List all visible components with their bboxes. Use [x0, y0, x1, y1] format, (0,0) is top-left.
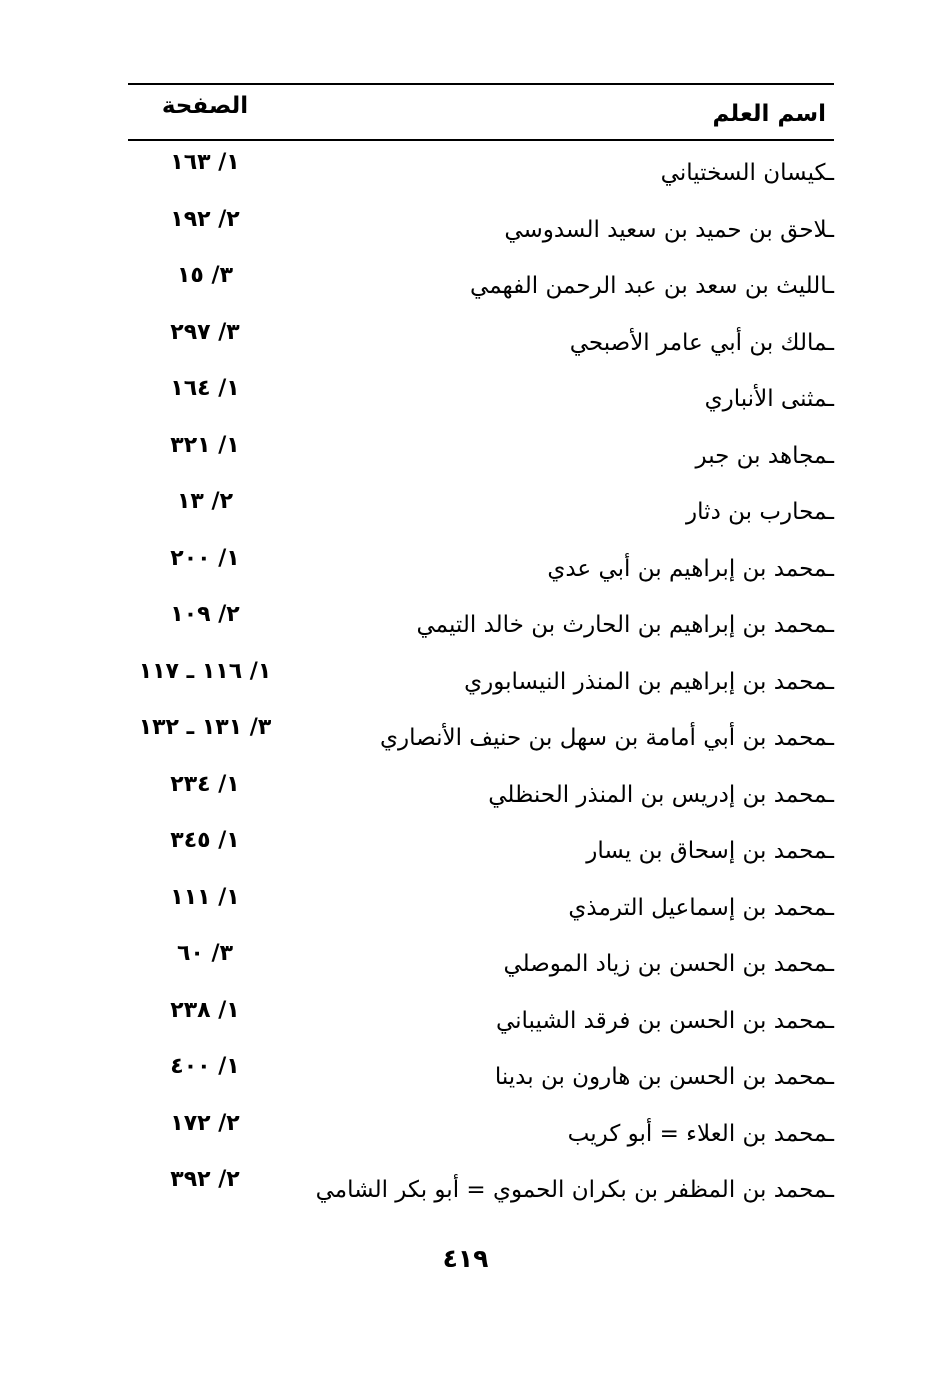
index-entry — [120, 993, 834, 1050]
entry-name: ـمجاهد بن جبر — [695, 442, 834, 469]
entry-page: ٢/ ١٧٢ — [170, 1110, 240, 1136]
index-entry — [120, 315, 834, 372]
entry-name: ـمالك بن أبي عامر الأصبحي — [569, 329, 834, 356]
entry-name: ـمحمد بن المظفر بن بكران الحموي = أبو بكر الشامي — [315, 1177, 834, 1203]
entry-page: ٣/ ١٣١ ـ ١٣٢ — [138, 715, 272, 740]
entry-name: ـمحمد بن إبراهيم بن الحارث بن خالد التيمي — [416, 612, 834, 638]
index-entry — [120, 654, 834, 711]
entry-page: ١/ ١٦٤ — [170, 376, 240, 401]
entry-page: ١/ ١١١ — [170, 884, 240, 910]
index-entry — [120, 541, 834, 598]
entry-name: ـمحمد بن الحسن بن هارون بن بدينا — [494, 1064, 834, 1090]
page-column-header: الصفحة — [161, 93, 249, 119]
index-entry — [120, 1162, 834, 1219]
entry-name: ـمثنى الأنباري — [704, 386, 834, 412]
entry-name: ـمحمد بن إسحاق بن يسار — [586, 838, 834, 864]
index-entry — [120, 936, 834, 993]
index-entry — [120, 428, 834, 485]
entry-page: ٢/ ٣٩٢ — [170, 1167, 240, 1192]
index-entry — [120, 145, 834, 202]
entry-page: ٣/ ١٥ — [177, 263, 233, 288]
header-divider-rule — [128, 139, 834, 141]
entry-page: ٣/ ٦٠ — [177, 941, 233, 966]
entry-name: ـمحمد بن إبراهيم بن المنذر النيسابوري — [464, 668, 834, 695]
entry-page: ١/ ٢٠٠ — [170, 545, 240, 571]
entry-name: ـالليث بن سعد بن عبد الرحمن الفهمي — [470, 273, 834, 299]
entry-name: ـمحمد بن العلاء = أبو كريب — [567, 1120, 834, 1147]
entry-name: ـمحمد بن إدريس بن المنذر الحنظلي — [488, 781, 834, 808]
index-entries — [120, 145, 834, 1219]
entry-page: ١/ ٣٢١ — [170, 432, 240, 458]
entry-page: ١/ ٣٤٥ — [170, 828, 240, 853]
page-number: ٤١٩ — [442, 1244, 489, 1273]
entry-name: ـمحمد بن الحسن بن زياد الموصلي — [503, 951, 834, 977]
entry-name: ـلاحق بن حميد بن سعيد السدوسي — [504, 216, 834, 243]
entry-name: ـمحارب بن دثار — [686, 499, 834, 525]
index-entry — [120, 1106, 834, 1163]
entry-page: ٢/ ١٠٩ — [170, 602, 240, 627]
index-entry — [120, 710, 834, 767]
name-column-header: اسم العلم — [712, 101, 826, 127]
entry-page: ٣/ ٢٩٧ — [170, 319, 240, 345]
index-entry — [120, 880, 834, 937]
entry-name: ـكيسان السختياني — [660, 160, 834, 186]
index-entry — [120, 823, 834, 880]
entry-name: ـمحمد بن إسماعيل الترمذي — [568, 894, 834, 921]
entry-name: ـمحمد بن إبراهيم بن أبي عدي — [547, 555, 834, 582]
index-entry — [120, 597, 834, 654]
entry-page: ١/ ٢٣٨ — [170, 997, 240, 1023]
index-entry — [120, 202, 834, 259]
index-entry — [120, 767, 834, 824]
entry-name: ـمحمد بن أبي أمامة بن سهل بن حنيف الأنصاري — [380, 725, 834, 751]
entry-page: ٢/ ١٣ — [177, 489, 233, 514]
index-entry — [120, 258, 834, 315]
entry-name: ـمحمد بن الحسن بن فرقد الشيباني — [495, 1007, 834, 1034]
entry-page: ١/ ٤٠٠ — [170, 1054, 240, 1079]
index-entry — [120, 371, 834, 428]
entry-page: ١/ ١٦٣ — [170, 150, 240, 175]
index-entry — [120, 484, 834, 541]
entry-page: ١/ ٢٣٤ — [170, 771, 240, 797]
index-entry — [120, 1049, 834, 1106]
entry-page: ٢/ ١٩٢ — [170, 206, 240, 232]
table-top-rule — [128, 83, 834, 85]
entry-page: ١/ ١١٦ ـ ١١٧ — [138, 658, 272, 684]
